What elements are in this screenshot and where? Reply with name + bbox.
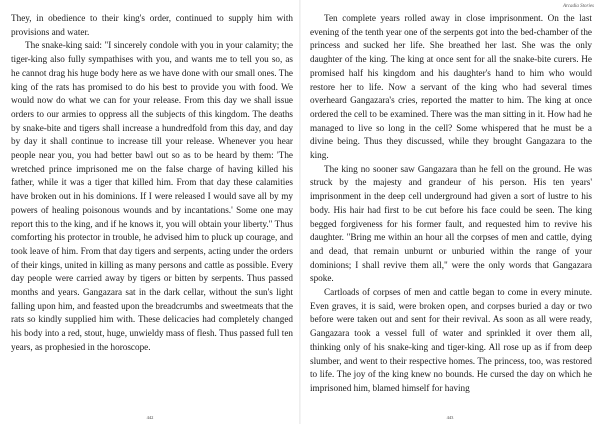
left-page-text	[11, 12, 293, 355]
right-page	[300, 0, 600, 424]
paragraph: Ten complete years rolled away in close imprisonment. On the last evening of the tenth year one of the serpents got into the bed-chamber of the princess and sucked her life. She breathed her last. She was the only daughter of the king. The king at once sent for all the snake-bite curers. He promised half his kingdom and his daughter's hand to him who would restore her to life. Now a servant of the king who had several times overheard Gangazara's cries, reported the matter to him. The king at once ordered the cell to be examined. There was the man sitting in it. How had he managed to live so long in the cell? Some whispered that he must be a divine being. Thus they discussed, while they brought Gangazara to the king.	[310, 13, 592, 161]
page-number: 442	[146, 415, 154, 420]
running-head: Arcadia Stories	[562, 4, 594, 9]
paragraph: They, in obedience to their king's order, continued to supply him with provisions and water.	[11, 13, 293, 37]
paragraph: The king no sooner saw Gangazara than he fell on the ground. He was struck by the majesty and grandeur of his person. His ten years' imprisonment in the deep cell underground had given a sort of lustre to his body. His hair had first to be cut before his face could be seen. The king begged forgiveness for his former fault, and requested him to revive his daughter. "Bring me within an hour all the corpses of men and cattle, dying and dead, that remain unburnt or unburied within the range of your dominions; I shall revive them all," were the only words that Gangazara spoke.	[310, 163, 592, 284]
paragraph: The snake-king said: "I sincerely condole with you in your calamity; the tiger-king also fully sympathises with you, and wants me to tell you so, as he cannot drag his huge body here as we have done with our small ones. The king of the rats has promised to do his best to provide you with food. We would now do what we can for your release. From this day we shall issue orders to our armies to oppress all the subjects of this kingdom. The deaths by snake-bite and tigers shall increase a hundredfold from this day, and day by day it shall continue to increase till your release. Whenever you hear people near you, you had better bawl out so as to be heard by them: 'The wretched prince imprisoned me on the false charge of having killed his father, while it was a tiger that killed him. From that day these calamities have broken out in his dominions. If I were released I would save all by my powers of healing poisonous wounds and by incantations.' Some one may report this to the king, and if he knows it, you will obtain your liberty." Thus comforting his protector in trouble, he advised him to pluck up courage, and took leave of him. From that day tigers and serpents, acting under the orders of their kings, united in killing as many persons and cattle as possible. Every day people were carried away by tigers or bitten by serpents. Thus passed months and years. Gangazara sat in the dark cellar, without the sun's light falling upon him, and feasted upon the breadcrumbs and sweetmeats that the rats so kindly supplied him with. These delicacies had completely changed his body into a red, stout, huge, unwieldy mass of flesh. Thus passed full ten years, as prophesied in the horoscope.	[11, 40, 294, 352]
page-number: 443	[446, 415, 454, 420]
right-page-text	[310, 12, 592, 396]
paragraph: Cartloads of corpses of men and cattle began to come in every minute. Even graves, it is said, were broken open, and corpses buried a day or two before were taken out and sent for their revival. As soon as all were ready, Gangazara took a vessel full of water and sprinkled it over them all, thinking only of his snake-king and tiger-king. All rose up as if from deep slumber, and went to their respective homes. The princess, too, was restored to life. The joy of the king knew no bounds. He cursed the day on which he imprisoned him, blamed himself for having	[310, 287, 592, 393]
